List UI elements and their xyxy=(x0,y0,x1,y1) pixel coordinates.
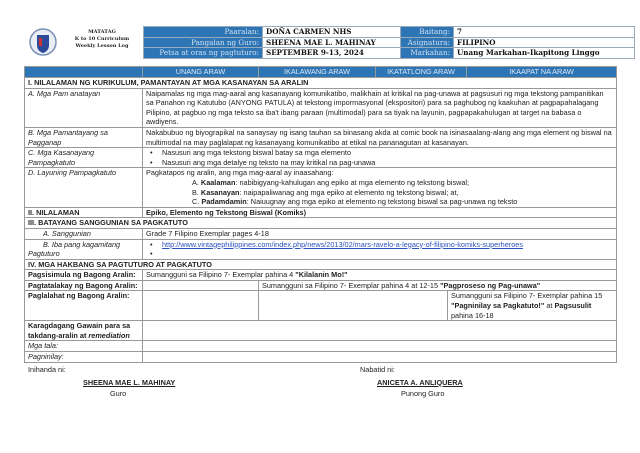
curriculum-title xyxy=(62,29,142,50)
blank-head xyxy=(25,67,143,78)
competency-item: • Nasusuri ang mga tekstong biswal batay sa mga elemento xyxy=(146,148,613,158)
teacher-signature-name: SHEENA MAE L. MAHINAY xyxy=(83,377,176,387)
other-materials-label: B. Iba pang kagamitang Pagtuturo xyxy=(25,239,143,259)
school-value: DOÑA CARMEN NHS xyxy=(263,27,401,38)
empty-cell xyxy=(143,291,259,321)
lesson-log-body xyxy=(24,66,617,405)
content-standards-text: Naipamalas ng mga mag-aaral ang kasanayang komunikatibo, malikhain at kritikal na pag-unawa at pagsusuri ng mga tekstong pampanitikan sa Panahon ng Katutubo (ANYONG PATULA) at tekstong impormasyonal (ekspositori) para sa paghubog ng kaakuhan at pagpapahalagang Pilipino, at pagbuo ng mga teksto sa iba't ibang paraan (multimodal) para sa tiyak na layunin, pagpapakahulugan at target na babasa o awdiyens. xyxy=(143,88,617,127)
subject-label: Asignatura: xyxy=(401,37,454,48)
performance-standards-text: Nakabubuo ng biyograpikal na sanaysay ng isang tauhan sa binasang akda at comic book na isinasaalang-alang ang mga element ng biswal na multimodal na may paglalapat ng kasanayang komunikatibo at etikal na pananagutan at kasanayan. xyxy=(143,127,617,147)
discussion-bold: "Pagproseso ng Pag-unawa" xyxy=(440,280,541,290)
objective-key: Kasanayan xyxy=(200,187,240,197)
additional-label-italic: remediation xyxy=(88,330,130,340)
grade-value: 7 xyxy=(454,27,635,38)
quarter-value: Unang Markahan-Ikapitong Linggo xyxy=(454,48,635,59)
objective-text: : Naiuugnay ang mga epiko at elemento ng tekstong biswal sa pag-unawa ng teksto xyxy=(246,197,518,207)
section-2-title: II. NILALAMAN xyxy=(25,207,143,218)
empty-cell xyxy=(259,291,448,321)
gen-mid: at xyxy=(544,301,555,311)
date-label: Petsa at oras ng pagtuturo: xyxy=(144,48,263,59)
quarter-label: Markahan: xyxy=(401,48,454,59)
opening-label: Pagsisimula ng Bagong Aralin: xyxy=(25,270,143,281)
prepared-by-label: Inihanda ni: xyxy=(28,364,66,374)
reflection-cell xyxy=(143,352,617,363)
section-4-title: IV. MGA HAKBANG SA PAGTUTURO AT PAGKATUTO xyxy=(25,259,617,270)
gen-bold2: Pagsusulit xyxy=(554,301,592,311)
school-label: Paaralan: xyxy=(144,27,263,38)
grade-label: Baitang: xyxy=(401,27,454,38)
additional-label-text: Karagdagang Gawain para sa takdang-aralin at xyxy=(28,321,131,340)
objective-prefix: B. xyxy=(192,187,201,197)
date-value: SEPTEMBER 9-13, 2024 xyxy=(263,48,401,59)
empty-cell xyxy=(143,321,617,341)
org-line: MATATAG xyxy=(88,29,116,35)
opening-bold: "Kilalanin Mo!" xyxy=(295,270,348,280)
objective-text: : naipapaliwanag ang mga epiko at elemento ng tekstong biswal; at, xyxy=(239,187,459,197)
signature-footer xyxy=(24,365,617,405)
additional-activity-label xyxy=(25,321,143,341)
notes-label: Mga tala: xyxy=(25,341,143,352)
references-text: Grade 7 Filipino Exemplar pages 4-18 xyxy=(143,228,617,239)
generalization-text xyxy=(448,291,617,321)
objective-key: Padamdamin xyxy=(201,197,247,207)
section-3-title: III. BATAYANG SANGGUNIAN SA PAGKATUTO xyxy=(25,218,617,229)
objective-prefix: A. xyxy=(192,177,201,187)
objective-item xyxy=(146,197,613,207)
teacher-label: Pangalan ng Guro: xyxy=(144,37,263,48)
opening-pre: Sumangguni sa Filipino 7- Exemplar pahina 4 xyxy=(146,270,296,280)
gen-pre: Sumangguni sa Filipino 7- Exemplar pahina 15 xyxy=(451,291,603,301)
org-line: K to 10 Curriculum xyxy=(74,36,130,42)
reflection-label: Pagninilay: xyxy=(25,352,143,363)
gen-post: pahina 16-18 xyxy=(451,310,494,320)
discussion-text xyxy=(259,280,617,291)
teacher-role: Guro xyxy=(110,388,127,398)
principal-role: Punong Guro xyxy=(401,388,445,398)
opening-text xyxy=(143,270,617,281)
objective-prefix: C. xyxy=(192,197,202,207)
day-4-header: IKAAPAT NA ARAW xyxy=(467,67,617,78)
header-info-table xyxy=(143,26,635,59)
objective-item xyxy=(146,188,613,198)
section-1-title: I. NILALAMAN NG KURIKULUM, PAMANTAYAN AT MGA KASANAYAN SA ARALIN xyxy=(25,78,617,89)
objectives-label: D. Layuning Pampagkatuto xyxy=(25,168,143,207)
competencies-label: C. Mga Kasanayang Pampagkatuto xyxy=(25,148,143,168)
performance-standards-label: B. Mga Pamantayang sa Pagganap xyxy=(25,127,143,147)
noted-by-label: Nabatid ni: xyxy=(360,364,395,374)
materials-link[interactable]: http://www.vintagephilippines.com/index.php/news/2013/02/mars-ravelo-a-legacy-of-filipino-komiks-superheroes xyxy=(162,239,523,249)
empty-cell xyxy=(143,280,259,291)
objective-key: Kaalaman xyxy=(200,177,236,187)
lesson-log-table xyxy=(24,66,617,363)
principal-signature-name: ANICETA A. ANLIQUERA xyxy=(377,377,463,387)
objective-text: : nabibigyang-kahulugan ang epiko at mga elemento ng tekstong biswal; xyxy=(235,177,470,187)
objective-item xyxy=(146,178,613,188)
deped-seal-logo xyxy=(29,27,57,57)
gen-bold: "Pagninilay sa Pagkatuto!" xyxy=(451,301,545,311)
org-line: Weekly Lesson Log xyxy=(75,43,129,49)
teacher-value: SHEENA MAE L. MAHINAY xyxy=(263,37,401,48)
content-topic: Epiko, Elemento ng Tekstong Biswal (Komiks) xyxy=(143,207,617,218)
references-label: A. Sanggunian xyxy=(25,228,143,239)
competencies-list xyxy=(146,148,613,167)
day-2-header: IKALAWANG ARAW xyxy=(259,67,376,78)
objectives-intro: Pagkatapos ng aralin, ang mga mag-aaral ay inaasahang: xyxy=(146,168,334,178)
discussion-label: Pagtatalakay ng Bagong Aralin: xyxy=(25,280,143,291)
day-3-header: IKATATLONG ARAW xyxy=(376,67,467,78)
subject-value: FILIPINO xyxy=(454,37,635,48)
competency-item: • Nasusuri ang mga detalye ng teksto na may kritikal na pag-unawa xyxy=(146,158,613,168)
day-1-header: UNANG ARAW xyxy=(143,67,259,78)
content-standards-label: A. Mga Pam anatayan xyxy=(25,88,143,127)
generalization-label: Paglalahat ng Bagong Aralin: xyxy=(25,291,143,321)
notes-cell xyxy=(143,341,617,352)
empty-bullet xyxy=(146,249,613,259)
discussion-pre: Sumangguni sa Filipino 7- Exemplar pahina 4 at 12-15 xyxy=(262,280,441,290)
